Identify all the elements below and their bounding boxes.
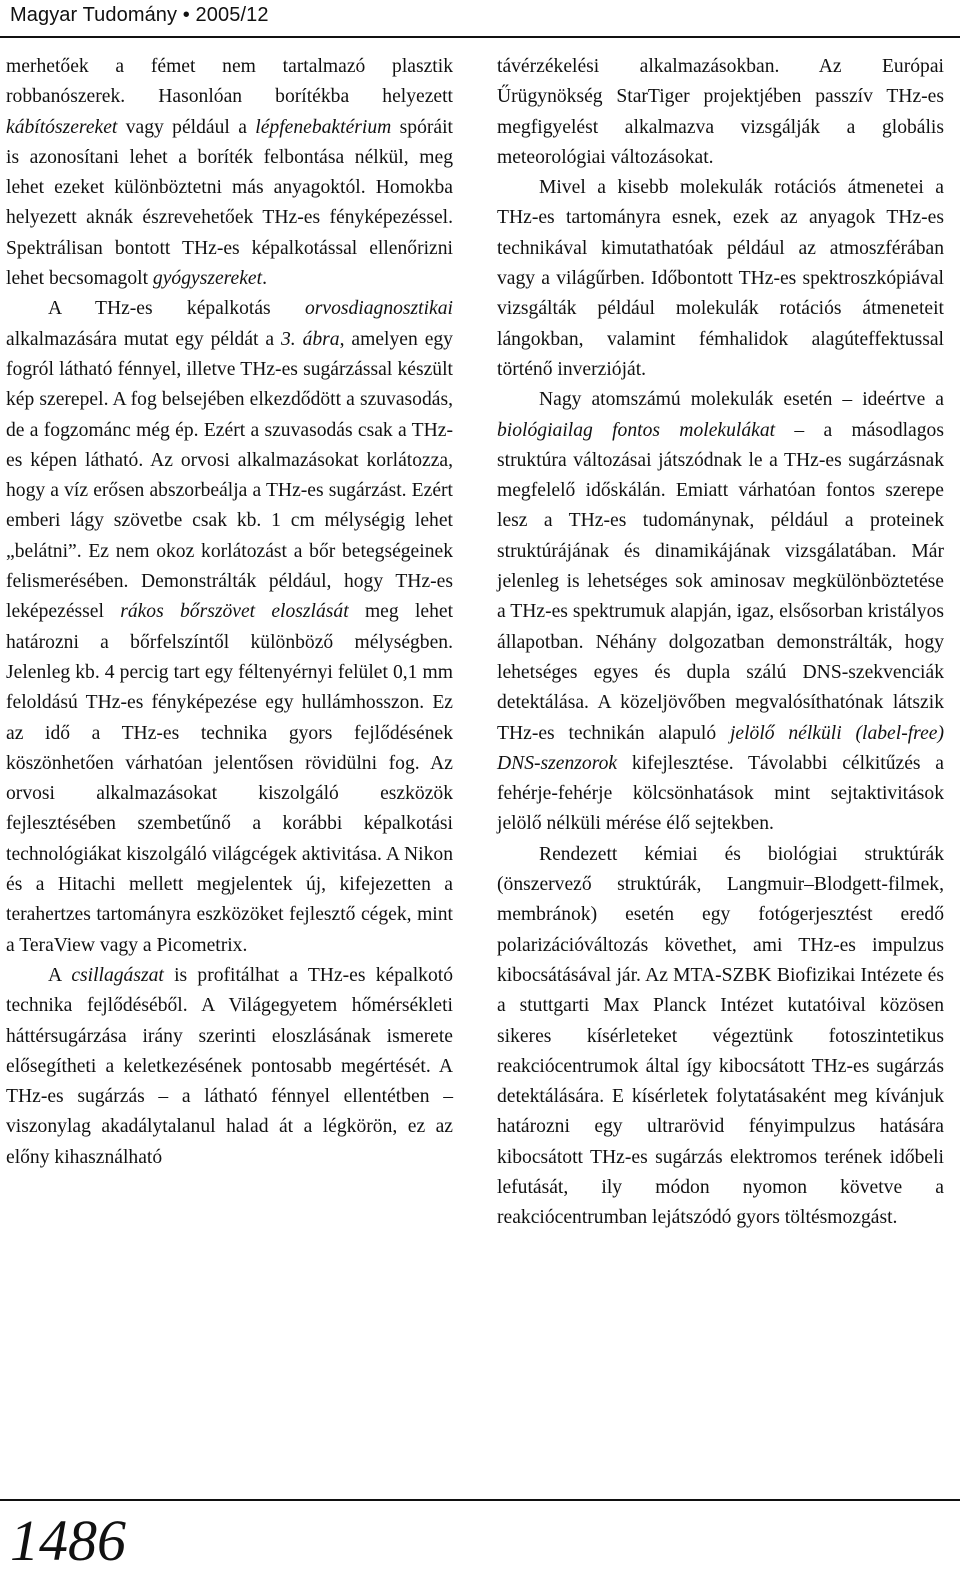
- text-run: Nagy atomszámú molekulák esetén – ideértve a: [539, 389, 944, 411]
- emphasis-text: gyógyszereket: [152, 268, 263, 290]
- right-column: [497, 52, 944, 1234]
- text-run: vagy például a: [117, 116, 256, 138]
- footer-divider: [0, 1499, 960, 1501]
- text-run: , amelyen egy fogról látható fénnyel, illetve THz-es sugárzással készült kép szerepel. A fog belsejében elkezdődött a szuvasodás, de a fogzománc még ép. Ezért a szuvasodás csak a THz-es képen látható. Az orvosi alkalmazásokat korlátozza, hogy a víz erősen abszorbeálja a THz-es sugárzást. Ezért emberi lágy szövetbe csak kb. 1 cm mélységig lehet „belátni”. Ez nem okoz korlátozást a bőr betegségeinek felismerésében. Demonstrálták például, hogy THz-es leképezéssel: [6, 328, 453, 623]
- running-header: Magyar Tudomány • 2005/12: [10, 4, 269, 26]
- text-run: meg lehet határozni a bőrfelszíntől különböző mélységben. Jelenleg kb. 4 percig tart egy féltenyérnyi felület 0,1 mm feloldású THz-es fényképezése egy hullámhosszon. Ez az idő a THz-es technika gyors fejlődésének köszönhetően várhatóan jelentősen rövidülni fog. Az orvosi alkalmazásokat kiszolgáló eszközök fejlesztésében szembetűnő a korábbi képalkotási technológiákat kiszolgáló világcégek aktivitása. A Nikon és a Hitachi mellett megjelentek új, kifejezetten a terahertzes tartományra eszközöket fejlesztő cégek, mint a TeraView vagy a Picometrix.: [6, 601, 454, 956]
- emphasis-text: kábítószereket: [6, 116, 118, 138]
- right-paragraph-2: [497, 173, 944, 385]
- text-run: is profitálhat a THz-es képalkotó technika fejlődéséből. A Világegyetem hőmérsékleti háttérsugárzása irány szerinti eloszlásának ismerete elősegítheti a keletkezésének pontosabb megértését. A THz-es sugárzás – a látható fénnyel ellentétben – viszonylag akadálytalanul halad át a légkörön, ez az előny kihasználható: [6, 964, 453, 1168]
- left-column: [6, 52, 453, 1173]
- right-paragraph-1: [497, 52, 944, 173]
- emphasis-text: csillagászat: [71, 964, 164, 986]
- text-run: A: [48, 964, 72, 986]
- text-run: A THz-es képalkotás: [48, 298, 305, 320]
- emphasis-text: orvosdiagnosztikai: [304, 298, 453, 320]
- text-run: kifejlesztése. Távolabbi célkitűzés a fehérje-fehérje kölcsönhatások mint sejtaktivitások jelölő nélküli mérése élő sejtekben.: [497, 752, 944, 835]
- text-run: alkalmazására mutat egy példát a: [6, 328, 281, 350]
- right-paragraph-3: [497, 385, 944, 839]
- left-paragraph-1: [6, 52, 453, 294]
- emphasis-text: lépfenebaktérium: [255, 116, 392, 138]
- emphasis-text: rákos bőrszövet eloszlását: [120, 601, 349, 623]
- left-paragraph-3: [6, 961, 453, 1173]
- text-run: merhetőek a fémet nem tartalmazó plasztik robbanószerek. Hasonlóan borítékba helyezett: [6, 56, 453, 108]
- text-run: .: [262, 268, 267, 290]
- text-run: Mivel a kisebb molekulák rotációs átmenetei a THz-es tartományra esnek, ezek az anyagok THz-es technikával kimutathatóak például az atmoszférában vagy a világűrben. Időbontott THz-es spektroszkópiával vizsgálták például molekulák rotációs átmeneteit lángokban, valamint fémhalidok alagúteffektussal történő inverzióját.: [497, 177, 944, 380]
- emphasis-text: biológiailag fontos molekulákat: [497, 419, 776, 441]
- header-divider: [0, 36, 960, 38]
- emphasis-text: jelölő nélküli (label-free) DNS-szenzorok: [497, 722, 944, 774]
- text-run: távérzékelési alkalmazásokban. Az Európai Űrügynökség StarTiger projektjében passzív THz-es megfigyelést alkalmazva vizsgálják a globális meteorológiai változásokat.: [497, 56, 944, 168]
- text-run: – a másodlagos struktúra változásai játszódnak le a THz-es sugárzásnak megfelelő időskálán. Emiatt várhatóan fontos szerepe lesz a THz-es tudománynak, például a proteinek struktúrájának és dinamikájának vizsgálatában. Már jelenleg is lehetséges sok aminosav megkülönböztetése a THz-es spektrumuk alapján, igaz, elsősorban kristályos állapotban. Néhány dolgozatban demonstrálták, hogy lehetséges egyes és dupla szálú DNS-szekvenciák detektálása. A közeljövőben megvalósíthatónak látszik THz-es technikán alapuló: [497, 419, 944, 744]
- text-run: Rendezett kémiai és biológiai struktúrák (önszervező struktúrák, Langmuir–Blodgett-filmek, membránok) esetén egy fotógerjesztést eredő polarizációváltozás követhet, ami THz-es impulzus kibocsátásával jár. Az MTA-SZBK Biofizikai Intézete és a stuttgarti Max Planck Intézet kutatóival közösen sikeres kísérleteket végeztünk fotoszintetikus reakciócentrumok által így kibocsátott THz-es sugárzás detektálására. E kísérletek folytatásaként meg kívánjuk határozni egy ultrarövid fényimpulzus hatására kibocsátott THz-es sugárzás elektromos terének időbeli lefutását, ily módon nyomon követve a reakciócentrumban lejátszódó gyors töltésmozgást.: [497, 843, 944, 1229]
- left-paragraph-2: [6, 294, 453, 961]
- page-number: 1486: [10, 1508, 126, 1573]
- text-run: spóráit is azonosítani lehet a boríték felbontása nélkül, meg lehet ezeket különböztetni más anyagoktól. Homokba helyezett aknák észrevehetőek THz-es fényképezéssel. Spektrálisan bontott THz-es képalkotással ellenőrizni lehet becsomagolt: [6, 116, 453, 290]
- figure-reference: 3. ábra: [280, 328, 340, 350]
- right-paragraph-4: [497, 840, 944, 1234]
